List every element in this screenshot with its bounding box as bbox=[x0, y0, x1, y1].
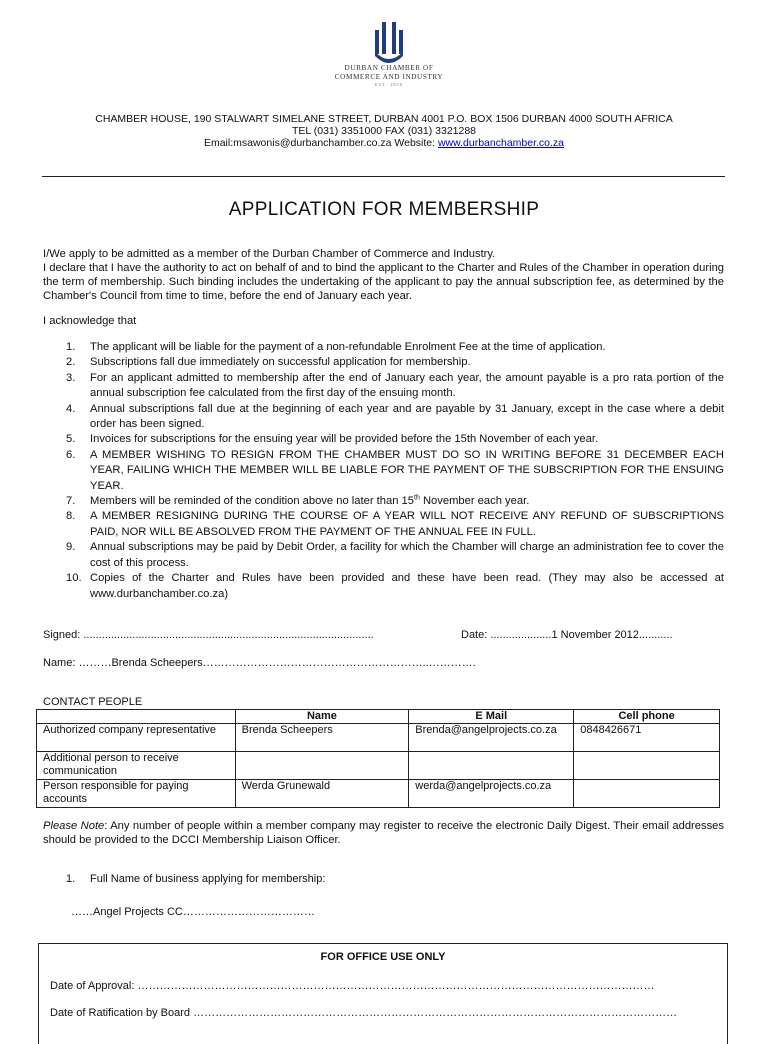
list-item: 6. A MEMBER WISHING TO RESIGN FROM THE CHAMBER MUST DO SO IN WRITING BEFORE 31 DECEMBER EACH YEAR, FAILING WHICH THE MEMBER WILL BE LIABLE FOR THE PAYMENT OF THE SUBSCRIPTION FOR THE ENSUING YEAR. bbox=[66, 448, 724, 492]
website-link[interactable]: www.durbanchamber.co.za bbox=[437, 137, 565, 149]
note-label: Please Note bbox=[43, 820, 105, 832]
list-item: 7. Members will be reminded of the condition above no later than 15th November each year. bbox=[66, 494, 530, 508]
list-item: 5. Invoices for subscriptions for the ensuing year will be provided before the 15th November of each year. bbox=[66, 433, 599, 446]
header-divider bbox=[42, 176, 725, 177]
address-line: CHAMBER HOUSE, 190 STALWART SIMELANE STREET, DURBAN 4001 P.O. BOX 1506 DURBAN 4000 SOUTH AFRICA bbox=[95, 113, 673, 125]
please-note bbox=[43, 819, 724, 847]
page-title: APPLICATION FOR MEMBERSHIP bbox=[228, 199, 540, 220]
date-field[interactable]: Date: ....................1 November 2012........... bbox=[461, 629, 673, 641]
business-question-number: 1. bbox=[66, 873, 76, 885]
role-cell: Authorized company representative bbox=[37, 724, 236, 752]
office-use-title: FOR OFFICE USE ONLY bbox=[320, 951, 446, 963]
email-text: Email:msawonis@durbanchamber.co.za Website: bbox=[203, 137, 438, 149]
acknowledge-text: I acknowledge that bbox=[43, 315, 137, 327]
logo-name-line2: COMMERCE AND INDUSTRY bbox=[334, 73, 444, 81]
contact-line bbox=[0, 137, 768, 150]
intro-line1: I/We apply to be admitted as a member of the Durban Chamber of Commerce and Industry. bbox=[43, 248, 496, 260]
list-item: 10. Copies of the Charter and Rules have been provided and these have been read. (They may also be accessed at www.durbanchamber.co.za) bbox=[66, 572, 724, 600]
office-use-box bbox=[38, 943, 728, 1044]
name-cell[interactable] bbox=[235, 752, 409, 780]
intro-paragraph bbox=[43, 247, 724, 303]
business-name-field[interactable]: ……Angel Projects CC……………………………… bbox=[71, 906, 315, 918]
chamber-emblem-icon bbox=[367, 12, 411, 64]
tel-fax-line: TEL (031) 3351000 FAX (031) 3321288 bbox=[291, 125, 477, 137]
email-cell[interactable] bbox=[409, 752, 574, 780]
table-row bbox=[37, 724, 720, 752]
date-of-approval-field[interactable]: Date of Approval: …………………………………………………………………………………………………………………………… bbox=[50, 980, 655, 992]
date-of-ratification-field[interactable]: Date of Ratification by Board …………………………………………………………………………………………………………………… bbox=[50, 1007, 678, 1019]
role-cell: Person responsible for paying accounts bbox=[37, 780, 236, 808]
role-cell: Additional person to receive communication bbox=[37, 752, 236, 780]
list-item: 1. The applicant will be liable for the payment of a non-refundable Enrolment Fee at the time of application. bbox=[66, 341, 606, 353]
name-cell[interactable]: Brenda Scheepers bbox=[235, 724, 409, 752]
name-cell[interactable]: Werda Grunewald bbox=[235, 780, 409, 808]
email-cell[interactable]: werda@angelprojects.co.za bbox=[409, 780, 574, 808]
chamber-logo bbox=[334, 12, 444, 96]
name-field[interactable]: Name: ………Brenda Scheepers……………………………………………………..…………. bbox=[43, 657, 476, 669]
column-header: Cell phone bbox=[574, 710, 720, 724]
list-item: 9. Annual subscriptions may be paid by Debit Order, a facility for which the Chamber will charge an administration fee to cover the cost of this process. bbox=[66, 541, 724, 569]
contact-people-heading: CONTACT PEOPLE bbox=[43, 696, 143, 708]
conditions-list bbox=[43, 340, 724, 602]
signed-field[interactable]: Signed: ............................................................................................... bbox=[43, 629, 374, 641]
intro-declaration: I declare that I have the authority to act on behalf of and to bind the applicant to the Charter and Rules of the Chamber in operation during the term of membership. Such binding includes the undertaking of the applicant to pay the annual subscription fee, as determined by the Chamber's Council from time to time, before the end of January each year. bbox=[43, 262, 725, 302]
table-row bbox=[37, 752, 720, 780]
logo-name-line1: DURBAN CHAMBER OF bbox=[344, 64, 434, 72]
note-text: : Any number of people within a member company may register to receive the electronic Daily Digest. Their email addresses should be provided to the DCCI Membership Liaison Officer. bbox=[43, 820, 724, 846]
column-header: Name bbox=[235, 710, 409, 724]
business-question: Full Name of business applying for membership: bbox=[90, 873, 326, 885]
table-header-row bbox=[37, 710, 720, 724]
cell-phone-cell[interactable] bbox=[574, 752, 720, 780]
list-item: 4. Annual subscriptions fall due at the beginning of each year and are payable by 31 January, except in the case where a debit order has been signed. bbox=[66, 402, 724, 431]
list-item: 2. Subscriptions fall due immediately on successful application for membership. bbox=[66, 356, 471, 369]
table-row bbox=[37, 780, 720, 808]
column-header bbox=[37, 710, 236, 724]
cell-phone-cell[interactable] bbox=[574, 780, 720, 808]
email-cell[interactable]: Brenda@angelprojects.co.za bbox=[409, 724, 574, 752]
column-header: E Mail bbox=[409, 710, 574, 724]
contact-table bbox=[36, 709, 720, 808]
logo-established: EST. 1856 bbox=[375, 82, 403, 87]
list-item: 3. For an applicant admitted to membership after the end of January each year, the amount payable is a pro rata portion of the annual subscription fee calculated from the first day of the ensuing month. bbox=[66, 371, 724, 400]
list-item: 8. A MEMBER RESIGNING DURING THE COURSE OF A YEAR WILL NOT RECEIVE ANY REFUND OF SUBSCRIPTIONS PAID, NOR WILL BE ABSOLVED FROM THE PAYMENT OF THE ANNUAL FEE IN FULL. bbox=[66, 510, 724, 538]
cell-phone-cell[interactable]: 0848426671 bbox=[574, 724, 720, 752]
